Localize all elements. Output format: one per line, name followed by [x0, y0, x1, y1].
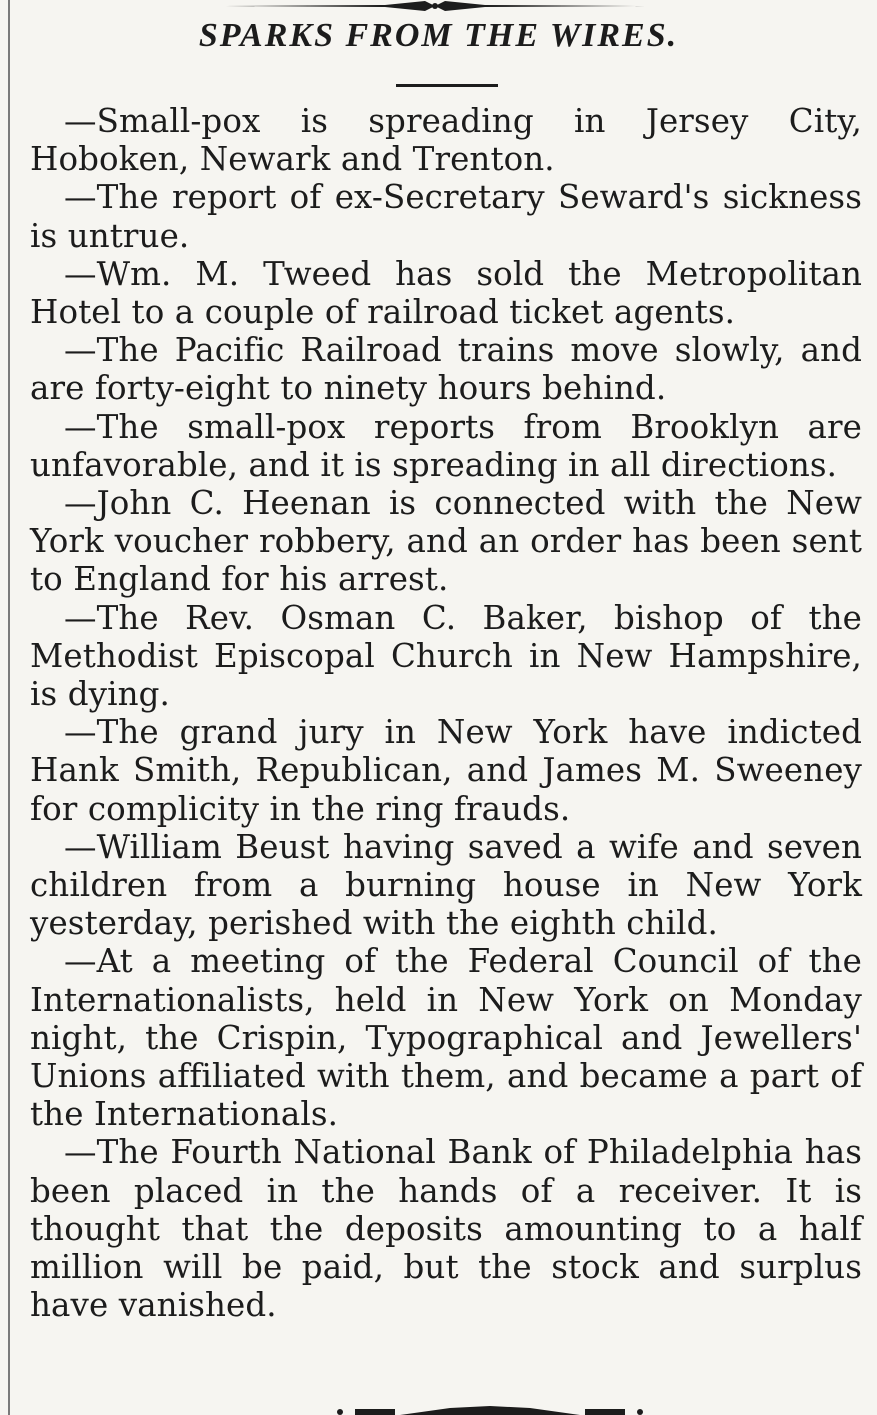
- top-ornament-rule: [225, 0, 645, 12]
- news-item: —The Fourth National Bank of Philadelphia has been placed in the hands of a receiver. It is thought that the deposits amounting to a half million will be paid, but the stock and surplus have vanished.: [30, 1133, 862, 1325]
- news-item: —William Beust having saved a wife and seven children from a burning house in New York yesterday, perished with the eighth child.: [30, 827, 862, 943]
- news-item: —Small-pox is spreading in Jersey City, Hoboken, Newark and Trenton.: [30, 102, 862, 179]
- bottom-ornament-rule: [300, 1402, 680, 1415]
- news-item: —John C. Heenan is connected with the New York voucher robbery, and an order has been sent to England for his arrest.: [30, 484, 862, 599]
- headline-divider: [396, 84, 498, 87]
- news-item: —The Rev. Osman C. Baker, bishop of the Methodist Episcopal Church in New Hampshire, is dying.: [30, 598, 862, 714]
- news-item: —The report of ex-Secretary Seward's sickness is untrue.: [30, 178, 862, 255]
- article-body: [30, 102, 862, 1325]
- column-rule: [8, 0, 10, 1415]
- news-item: —The small-pox reports from Brooklyn are unfavorable, and it is spreading in all directions.: [30, 407, 862, 484]
- news-item: —At a meeting of the Federal Council of the Internationalists, held in New York on Monday night, the Crispin, Typographical and Jewellers' Unions affiliated with them, and became a part of the Internationals.: [30, 942, 862, 1134]
- headline: SPARKS FROM THE WIRES.: [198, 17, 679, 54]
- news-item: —The Pacific Railroad trains move slowly, and are forty-eight to ninety hours behind.: [30, 331, 862, 408]
- news-item: —Wm. M. Tweed has sold the Metropolitan Hotel to a couple of railroad ticket agents.: [30, 254, 862, 332]
- news-item: —The grand jury in New York have indicted Hank Smith, Republican, and James M. Sweeney for complicity in the ring frauds.: [30, 713, 862, 828]
